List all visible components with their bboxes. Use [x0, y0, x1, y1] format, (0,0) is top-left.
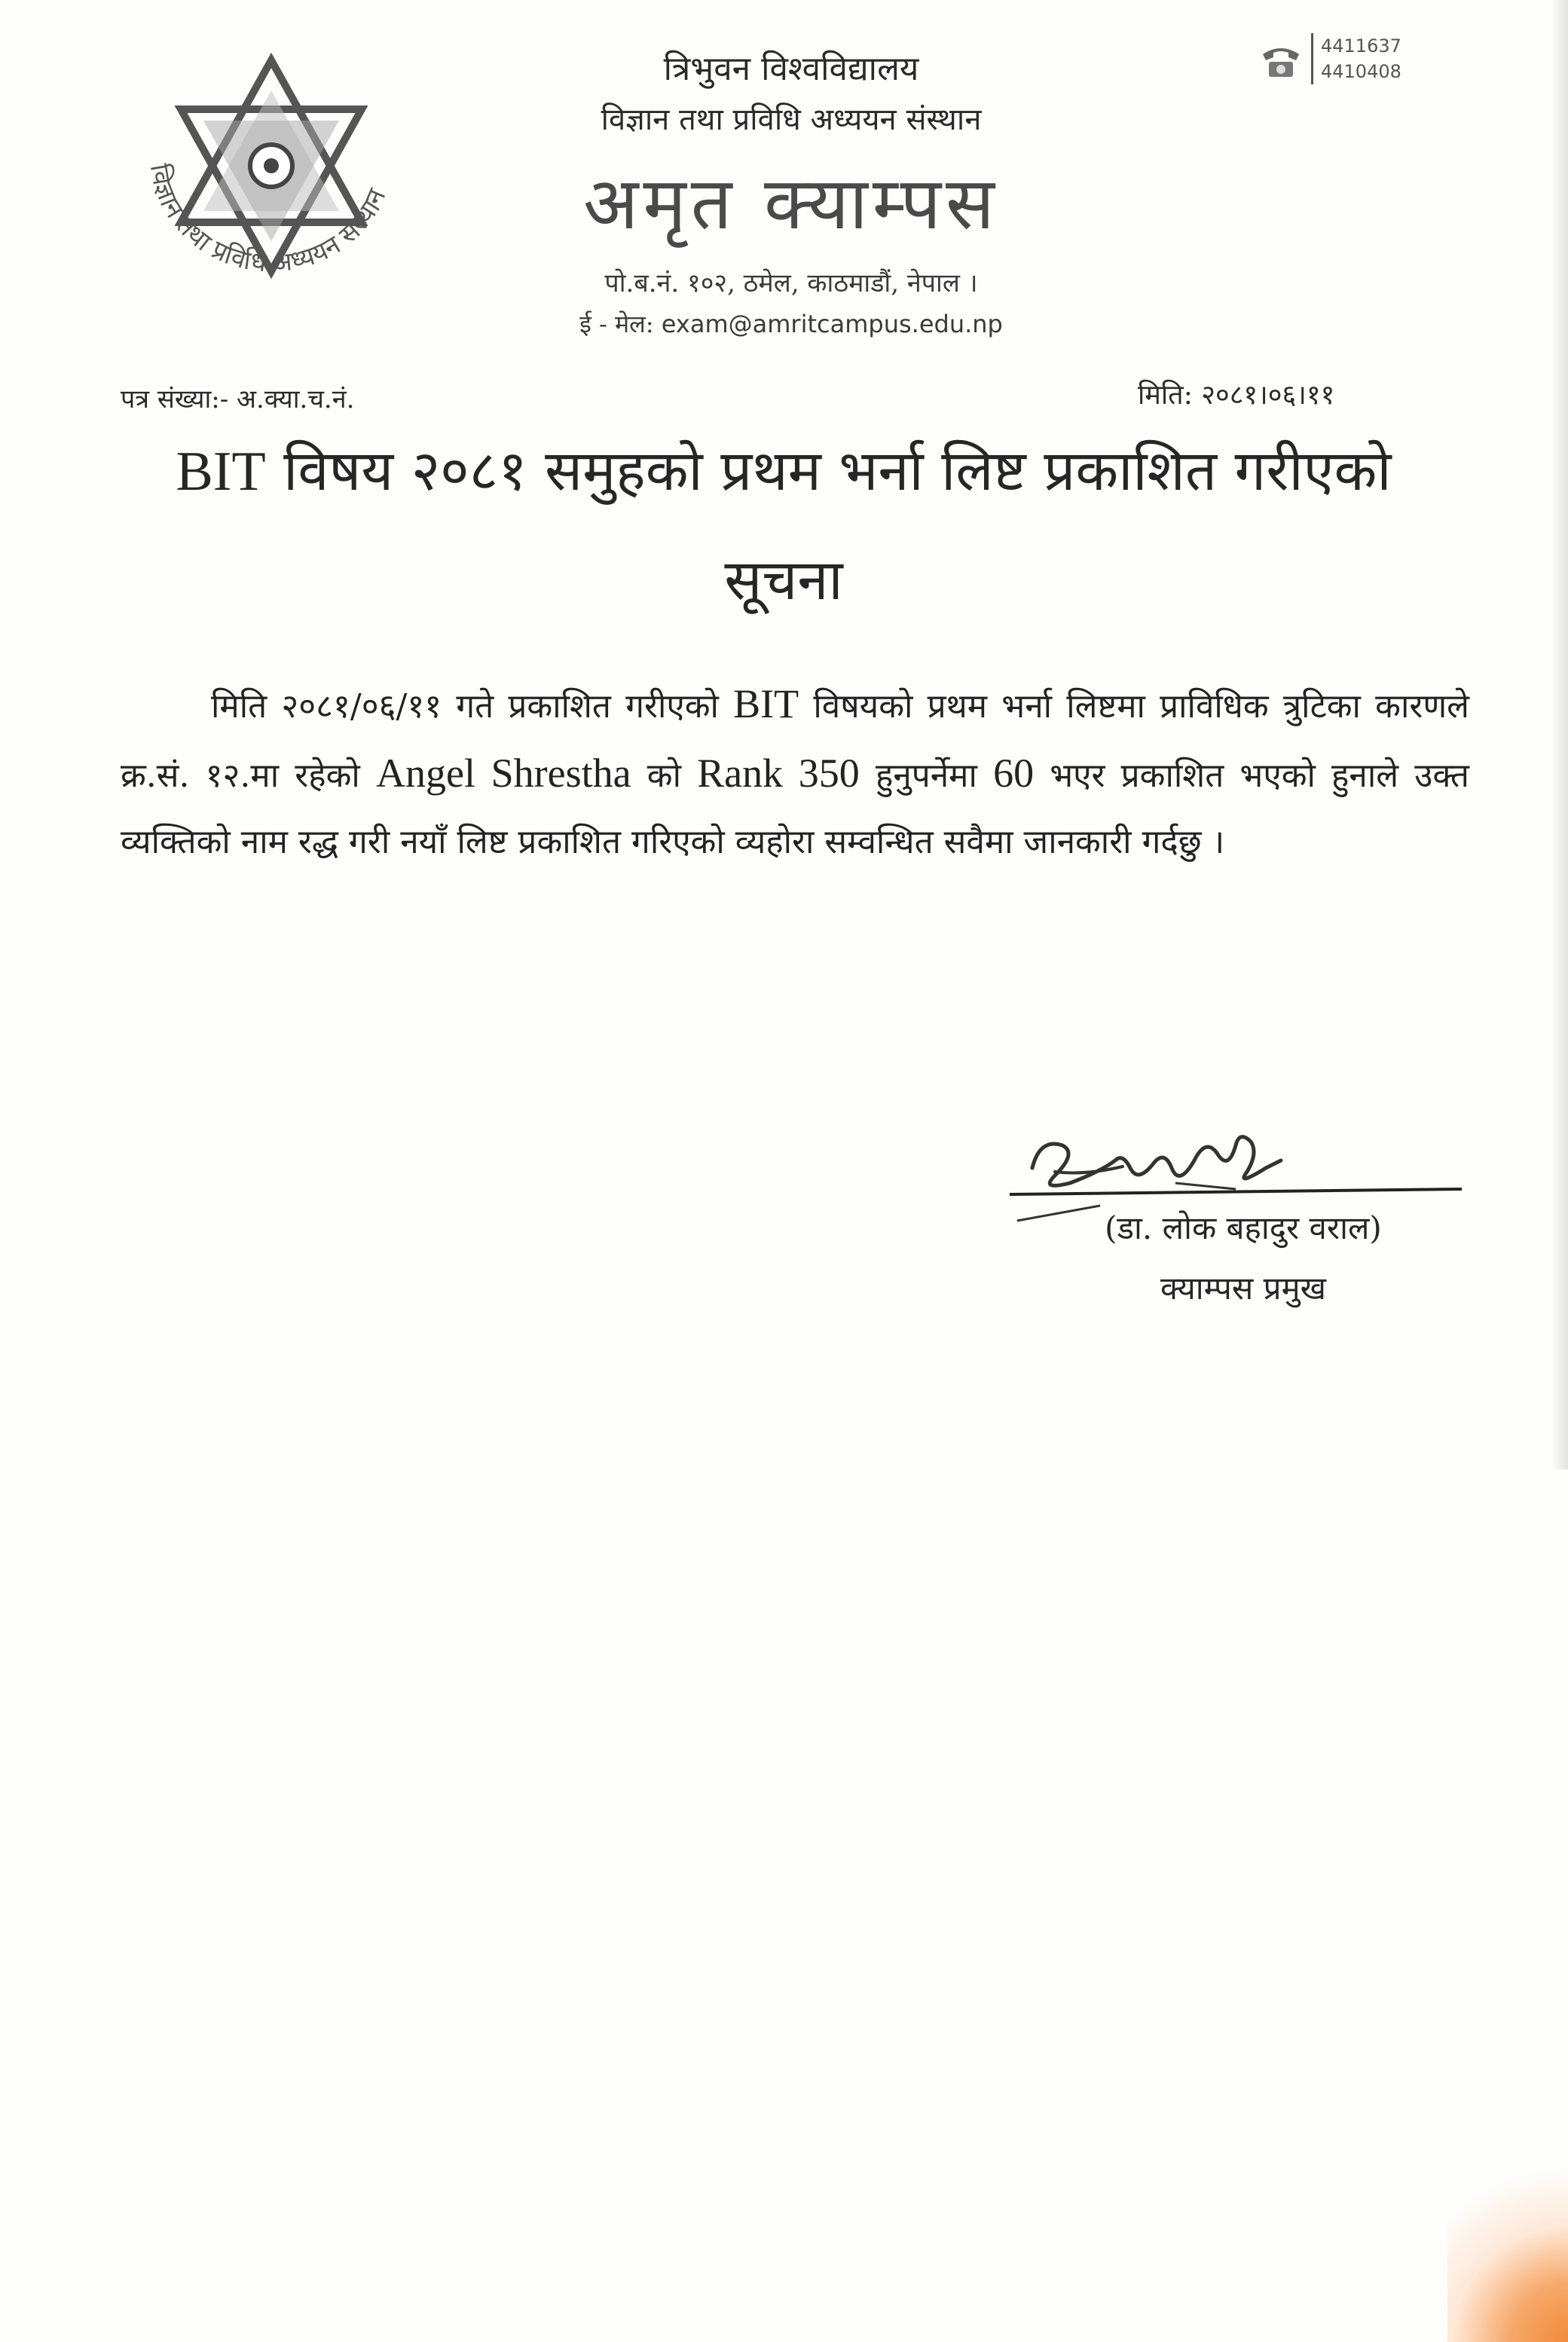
- telephone-icon: [1258, 38, 1304, 83]
- institute-name: विज्ञान तथा प्रविधि अध्ययन संस्थान: [601, 102, 982, 137]
- body-bit: BIT: [733, 681, 799, 726]
- body-part-1: मिति २०८१/०६/११ गते प्रकाशित गरीएको: [211, 687, 719, 726]
- body-part-2: विषयको प्रथम भर्ना लिष्टमा प्राविधिक त्रुटिका कारणले क्र.सं. १२.मा रहेको: [121, 687, 1469, 795]
- notice-subject: सूचना: [724, 548, 843, 613]
- page-edge-shadow: [1551, 0, 1568, 1469]
- body-part-3: को: [646, 757, 681, 795]
- title-rest: विषय २०८१ समुहको प्रथम भर्ना लिष्ट प्रकाशित गरीएको: [283, 439, 1392, 503]
- title-prefix: BIT: [176, 441, 266, 503]
- campus-name: अमृत क्याम्पस: [583, 161, 999, 246]
- postal-address: पो.ब.नं. १०२, ठमेल, काठमाडौं, नेपाल ।: [604, 268, 978, 298]
- letter-date: मिति: २०८१।०६।११: [1138, 380, 1335, 411]
- phone-number-2: 4410408: [1321, 61, 1401, 82]
- email-label: ई - मेल:: [579, 310, 654, 338]
- body-rank: Rank 350: [697, 751, 860, 796]
- phone-block: [1258, 33, 1401, 84]
- body-part-5: भएर प्रकाशित भएको हुनाले उक्त व्यक्तिको नाम रद्ध गरी नयाँ लिष्ट प्रकाशित गरिएको व्यहोरा सम्वन्धित सवैमा जानकारी गर्दछु ।: [121, 757, 1469, 861]
- body-part-4: हुनुपर्नेमा: [875, 757, 977, 795]
- phone-numbers: [1311, 33, 1401, 84]
- logo-ring-text: विज्ञान तथा प्रविधि अध्ययन संस्थान: [143, 161, 393, 279]
- reference-number: पत्र संख्या:- अ.क्या.च.नं.: [121, 384, 355, 414]
- phone-number-1: 4411637: [1321, 35, 1401, 57]
- body-student-name: Angel Shrestha: [376, 751, 631, 796]
- letterhead-header: [452, 45, 1130, 344]
- signatory-name: (डा. लोक बहादुर वराल): [1105, 1209, 1382, 1246]
- university-logo: [113, 45, 429, 316]
- corner-light-glare: [1447, 2146, 1568, 2342]
- body-sixty: 60: [993, 751, 1035, 796]
- notice-title: [75, 430, 1492, 513]
- signatory-title: क्याम्पस प्रमुख: [1160, 1270, 1327, 1307]
- email-address: exam@amritcampus.edu.np: [661, 310, 1003, 338]
- notice-body: [121, 671, 1469, 876]
- email-line: [452, 304, 1130, 344]
- university-name: त्रिभुवन विश्वविद्यालय: [663, 50, 919, 88]
